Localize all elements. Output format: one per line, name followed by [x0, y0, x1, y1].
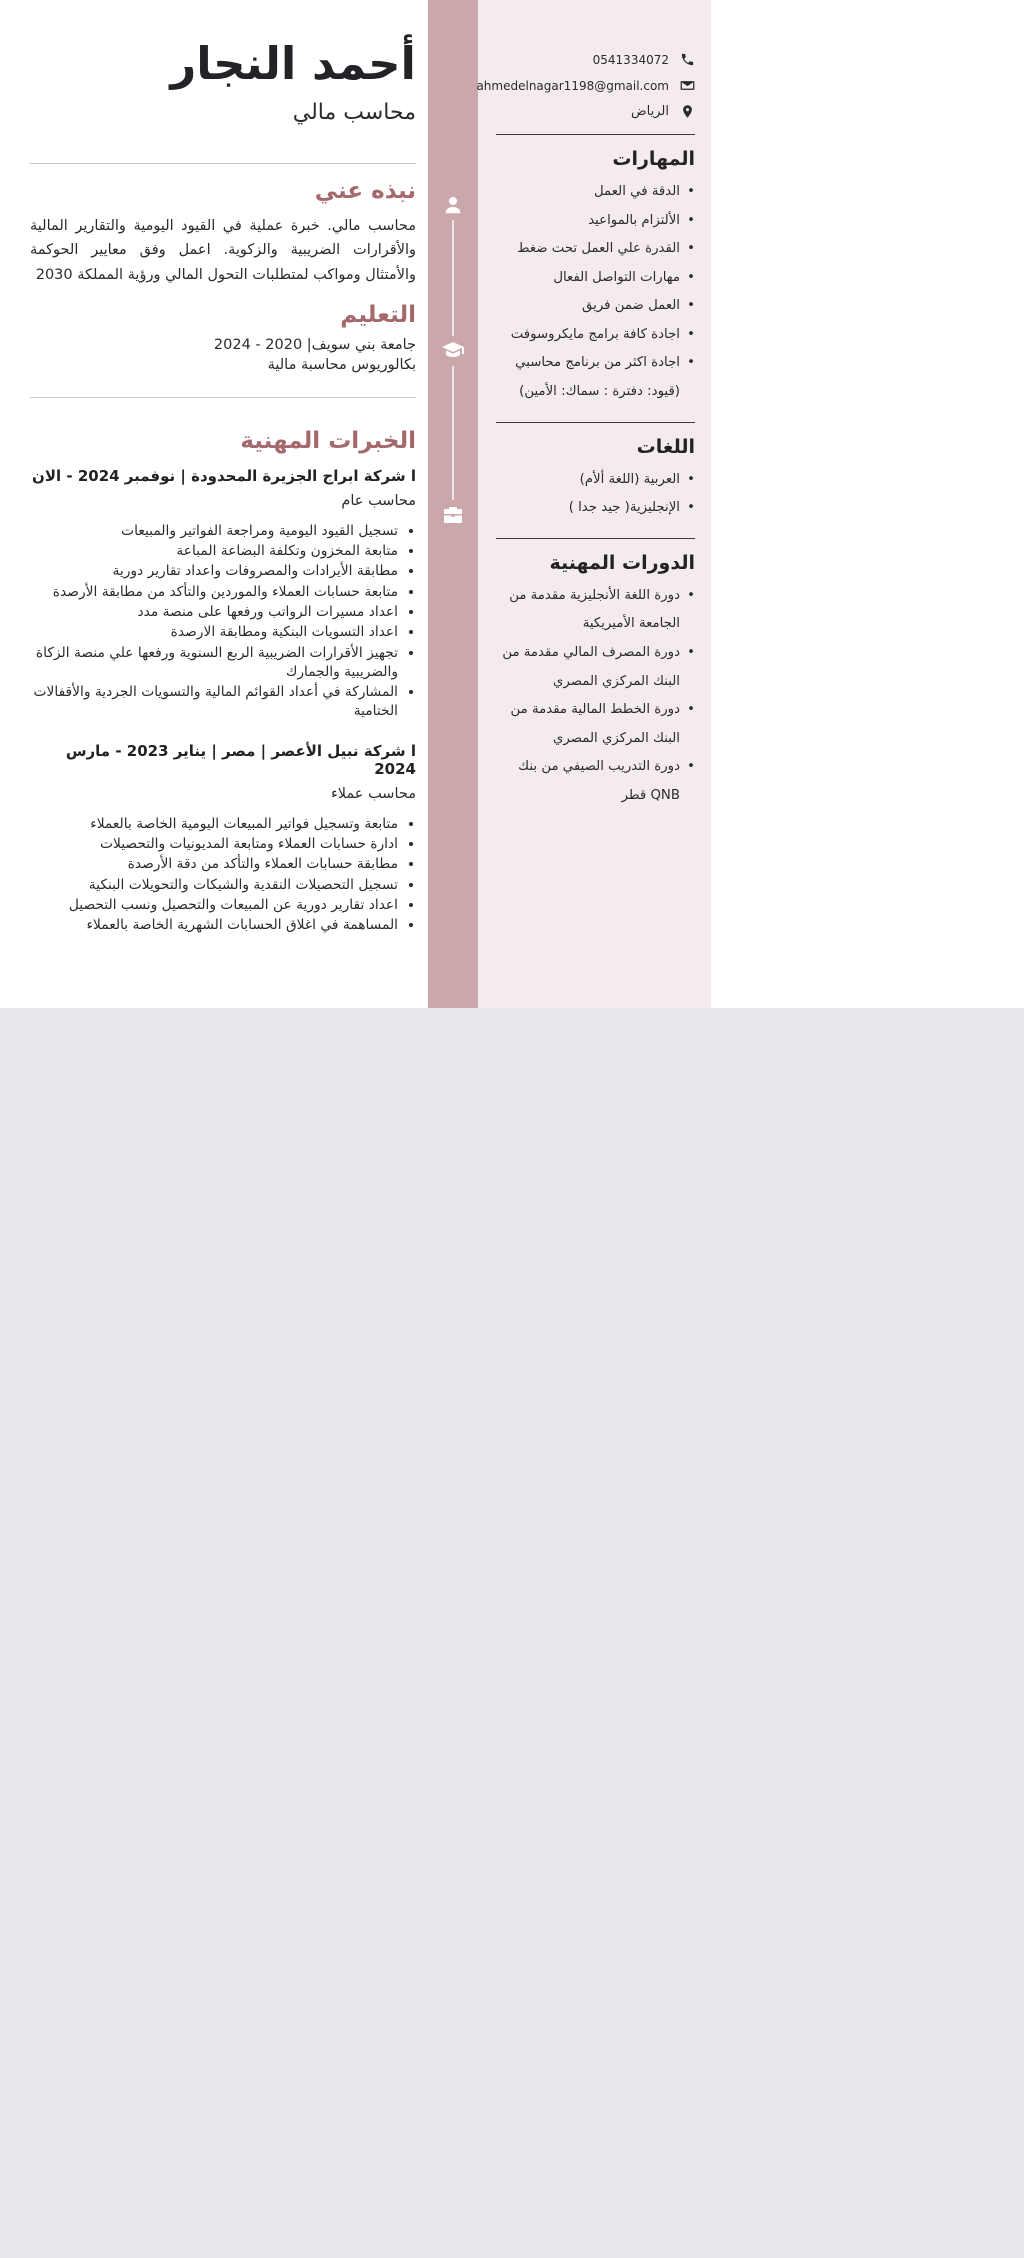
course-item: • دورة المصرف المالي مقدمة من البنك المركزي المصري — [496, 639, 695, 696]
skill-item: • الألتزام بالمواعيد — [496, 207, 695, 236]
job-bullet: • تسجيل القيود اليومية ومراجعة الفواتير والمبيعات — [30, 522, 398, 541]
job-bullet: • اعداد تقارير دورية عن المبيعات والتحصيل ونسب التحصيل — [30, 896, 398, 915]
sidebar — [478, 0, 711, 1008]
skill-item: • الدقة في العمل — [496, 178, 695, 207]
contact-location-row — [496, 104, 695, 119]
timeline-strip — [428, 0, 478, 1008]
course-item: • دورة الخطط المالية مقدمة من البنك المركزي المصري — [496, 696, 695, 753]
job-bullet: • المساهمة في اغلاق الحسابات الشهرية الخاصة بالعملاء — [30, 916, 398, 935]
education-school: جامعة بني سويف| 2020 - 2024 — [213, 336, 416, 353]
education-section-title: التعليم — [340, 301, 416, 328]
divider — [496, 134, 695, 135]
skills-list — [496, 178, 695, 407]
skills-section-title: المهارات — [612, 148, 695, 170]
skill-item: • اجادة اكثر من برنامج محاسبي (قيود: دفترة : سماك: الأمين) — [496, 349, 695, 406]
phone-icon — [680, 52, 695, 67]
job-role: محاسب عملاء — [330, 785, 416, 802]
job-bullet: • ادارة حسابات العملاء ومتابعة المديونيات والتحصيلات — [30, 835, 398, 854]
skill-item: • مهارات التواصل الفعال — [496, 264, 695, 293]
language-item: • الإنجليزية( جيد جدا ) — [496, 494, 695, 523]
job-bullet: • المشاركة في أعداد القوائم المالية والتسويات الجردية والأقفالات الختامية — [30, 683, 398, 722]
job-bullet: • اعداد التسويات البنكية ومطابقة الارصدة — [30, 623, 398, 642]
divider — [30, 397, 416, 398]
divider — [30, 163, 416, 164]
job-bullet: • مطابقة حسابات العملاء والتأكد من دقة الأرصدة — [30, 855, 398, 874]
job-bullet: • متابعة المخزون وتكلفة البضاعة المباعة — [30, 542, 398, 561]
job-bullet-list — [30, 815, 416, 936]
graduation-cap-icon — [438, 336, 468, 366]
job-bullet: • تسجيل التحصيلات النقدية والشيكات والتحويلات البنكية — [30, 876, 398, 895]
languages-section-title: اللغات — [636, 435, 695, 458]
candidate-name: أحمد النجار — [170, 37, 416, 90]
divider — [496, 422, 695, 423]
job-bullet-list — [30, 522, 416, 722]
divider — [496, 538, 695, 539]
experience-section-title: الخبرات المهنية — [240, 427, 416, 454]
job-bullet: • تجهيز الأقرارات الضريبية الربع السنوية ورفعها علي منصة الزكاة والضريبية والجمارك — [30, 644, 398, 683]
about-section-title: نبذه عني — [314, 177, 416, 204]
skill-item: • اجادة كافة برامج مايكروسوفت — [496, 321, 695, 350]
email-icon — [680, 78, 695, 93]
skill-item: • القدرة علي العمل تحت ضغط — [496, 235, 695, 264]
job-bullet: • مطابقة الأيرادات والمصروفات واعداد تقارير دورية — [30, 562, 398, 581]
job-role: محاسب عام — [341, 492, 416, 509]
candidate-job-title: محاسب مالي — [292, 99, 416, 125]
job-header: ا شركة ابراج الجزيرة المحدودة | نوفمبر 2024 - الان — [32, 466, 416, 485]
course-item: • دورة التدريب الصيفي من بنك QNB قطر — [496, 753, 695, 810]
job-header: ا شركة نبيل الأعصر | مصر | يناير 2023 - مارس 2024 — [65, 741, 416, 778]
briefcase-icon — [438, 500, 468, 530]
job-bullet: • اعداد مسيرات الرواتب ورفعها على منصة مدد — [30, 603, 398, 622]
languages-list — [496, 466, 695, 523]
skill-item: • العمل ضمن فريق — [496, 292, 695, 321]
job-bullet: • متابعة حسابات العملاء والموردين والتأكد من مطابقة الأرصدة — [30, 583, 398, 602]
phone-number: 0541334072 — [592, 52, 669, 67]
email-address: ahmedelnagar1198@gmail.com — [476, 78, 669, 93]
contact-phone-row — [496, 52, 695, 67]
about-text: محاسب مالي. خبرة عملية في القيود اليومية والتقارير المالية والأقرارات الضريبية والزكوية. اعمل وفق معايير الحوكمة والأمتثال ومواكب لمتطلبات التحول المالي ورؤية المملكة 2030 — [30, 217, 416, 284]
courses-list — [496, 582, 695, 811]
job-bullet: • متابعة وتسجيل فواتير المبيعات اليومية الخاصة بالعملاء — [30, 815, 398, 834]
person-icon — [438, 190, 468, 220]
job-entry — [30, 742, 416, 936]
location: الرياض — [630, 104, 669, 119]
main-column — [0, 0, 428, 1008]
location-pin-icon — [680, 104, 695, 119]
education-degree: بكالوريوس محاسبة مالية — [267, 356, 416, 373]
language-item: • العربية (اللغة ألأم) — [496, 466, 695, 495]
course-item: • دورة اللغة الأنجليزية مقدمة من الجامعة الأميريكية — [496, 582, 695, 639]
courses-section-title: الدورات المهنية — [549, 551, 695, 574]
job-entry — [30, 467, 416, 722]
resume-page — [0, 0, 1024, 1008]
contact-email-row — [476, 78, 695, 93]
